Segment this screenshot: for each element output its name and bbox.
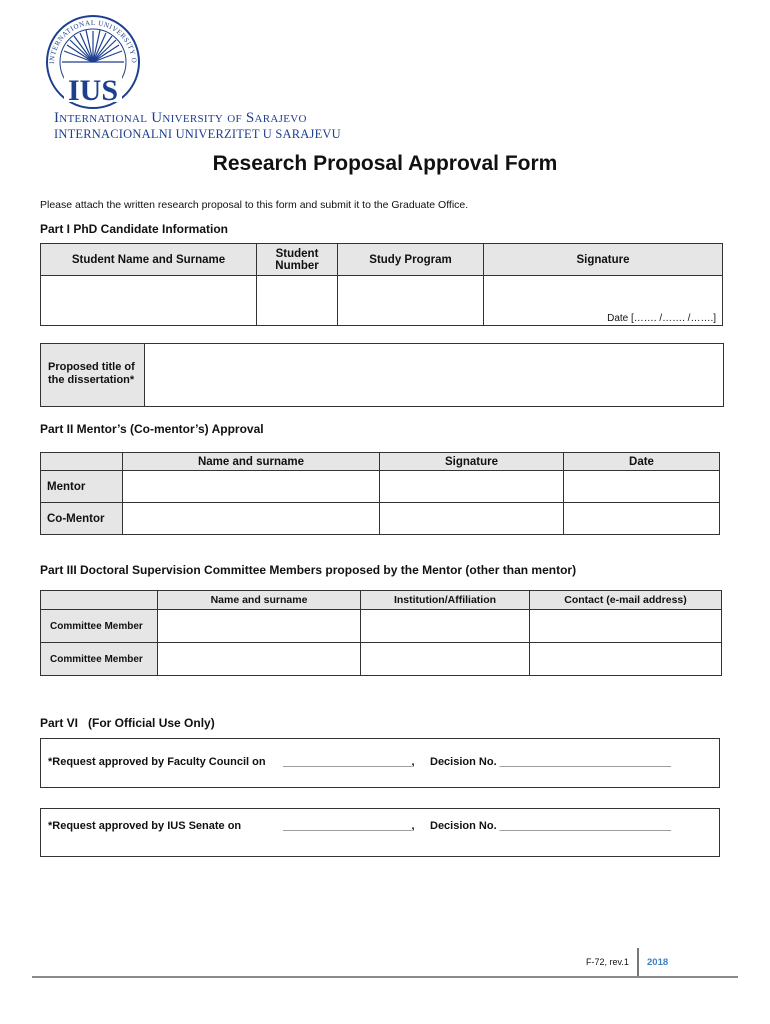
senate-date-field[interactable]: _____________________, <box>283 820 415 832</box>
mentor-col-name: Name and surname <box>123 453 380 471</box>
mentor-name-field[interactable] <box>123 471 380 503</box>
committee-2-name-field[interactable] <box>158 643 361 676</box>
faculty-council-label: *Request approved by Faculty Council on <box>48 756 266 768</box>
student-name-field[interactable] <box>41 276 257 326</box>
committee-col-institution: Institution/Affiliation <box>361 591 530 610</box>
study-program-field[interactable] <box>338 276 484 326</box>
co-mentor-name-field[interactable] <box>123 503 380 535</box>
committee-col-name: Name and surname <box>158 591 361 610</box>
proposed-title-label-cell <box>41 344 145 406</box>
row-committee-member-2: Committee Member <box>41 643 158 676</box>
committee-col-contact: Contact (e-mail address) <box>530 591 722 610</box>
col-student-number: Student Number <box>257 244 338 276</box>
mentor-signature-field[interactable] <box>380 471 564 503</box>
faculty-council-box <box>40 738 720 788</box>
form-title: Research Proposal Approval Form <box>212 152 558 175</box>
footer-rule <box>32 976 738 978</box>
part6-heading: Part VI (For Official Use Only) <box>40 716 215 730</box>
col-study-program: Study Program <box>338 244 484 276</box>
committee-table <box>40 590 722 676</box>
senate-box <box>40 808 720 857</box>
form-code: F-72, rev.1 <box>586 957 629 967</box>
committee-1-contact-field[interactable] <box>530 610 722 643</box>
row-mentor: Mentor <box>41 471 123 503</box>
co-mentor-date-field[interactable] <box>564 503 720 535</box>
student-number-field[interactable] <box>257 276 338 326</box>
proposed-title-label: Proposed title of the dissertation* <box>48 361 135 386</box>
form-intro: Please attach the written research proposal to this form and submit it to the Graduate Office. <box>40 199 469 211</box>
form-year: 2018 <box>647 957 669 968</box>
committee-1-name-field[interactable] <box>158 610 361 643</box>
mentor-date-field[interactable] <box>564 471 720 503</box>
faculty-council-date-field[interactable]: _____________________, <box>283 756 415 768</box>
col-signature: Signature <box>484 244 723 276</box>
col-student-name: Student Name and Surname <box>41 244 257 276</box>
university-name-bs: INTERNACIONALNI UNIVERZITET U SARAJEVU <box>54 127 341 141</box>
university-name-en: International University of Sarajevo <box>54 110 307 126</box>
part2-heading: Part II Mentor’s (Co-mentor’s) Approval <box>40 422 264 436</box>
row-committee-member-1: Committee Member <box>41 610 158 643</box>
date-label: Date [……. /……. /…….] <box>607 313 716 324</box>
logo-ring-text: INTERNATIONAL UNIVERSITY O <box>47 18 139 65</box>
university-logo <box>38 14 148 114</box>
proposed-title-field[interactable] <box>145 344 723 406</box>
committee-2-contact-field[interactable] <box>530 643 722 676</box>
proposed-title-box <box>40 343 724 407</box>
part1-heading: Part I PhD Candidate Information <box>40 222 229 236</box>
faculty-council-decision-field[interactable]: Decision No. ____________________________ <box>430 756 671 768</box>
footer-divider <box>637 948 639 978</box>
committee-1-institution-field[interactable] <box>361 610 530 643</box>
co-mentor-signature-field[interactable] <box>380 503 564 535</box>
mentor-col-blank <box>41 453 123 471</box>
mentor-col-date: Date <box>564 453 720 471</box>
logo-ius-text: IUS <box>67 74 119 107</box>
candidate-table <box>40 243 723 326</box>
committee-col-blank <box>41 591 158 610</box>
senate-label: *Request approved by IUS Senate on <box>48 820 242 832</box>
part3-heading: Part III Doctoral Supervision Committee Members proposed by the Mentor (other than mentor) <box>40 563 577 577</box>
committee-2-institution-field[interactable] <box>361 643 530 676</box>
mentor-table <box>40 452 720 535</box>
mentor-col-signature: Signature <box>380 453 564 471</box>
row-co-mentor: Co-Mentor <box>41 503 123 535</box>
senate-decision-field[interactable]: Decision No. ____________________________ <box>430 820 671 832</box>
signature-field[interactable] <box>484 276 723 326</box>
